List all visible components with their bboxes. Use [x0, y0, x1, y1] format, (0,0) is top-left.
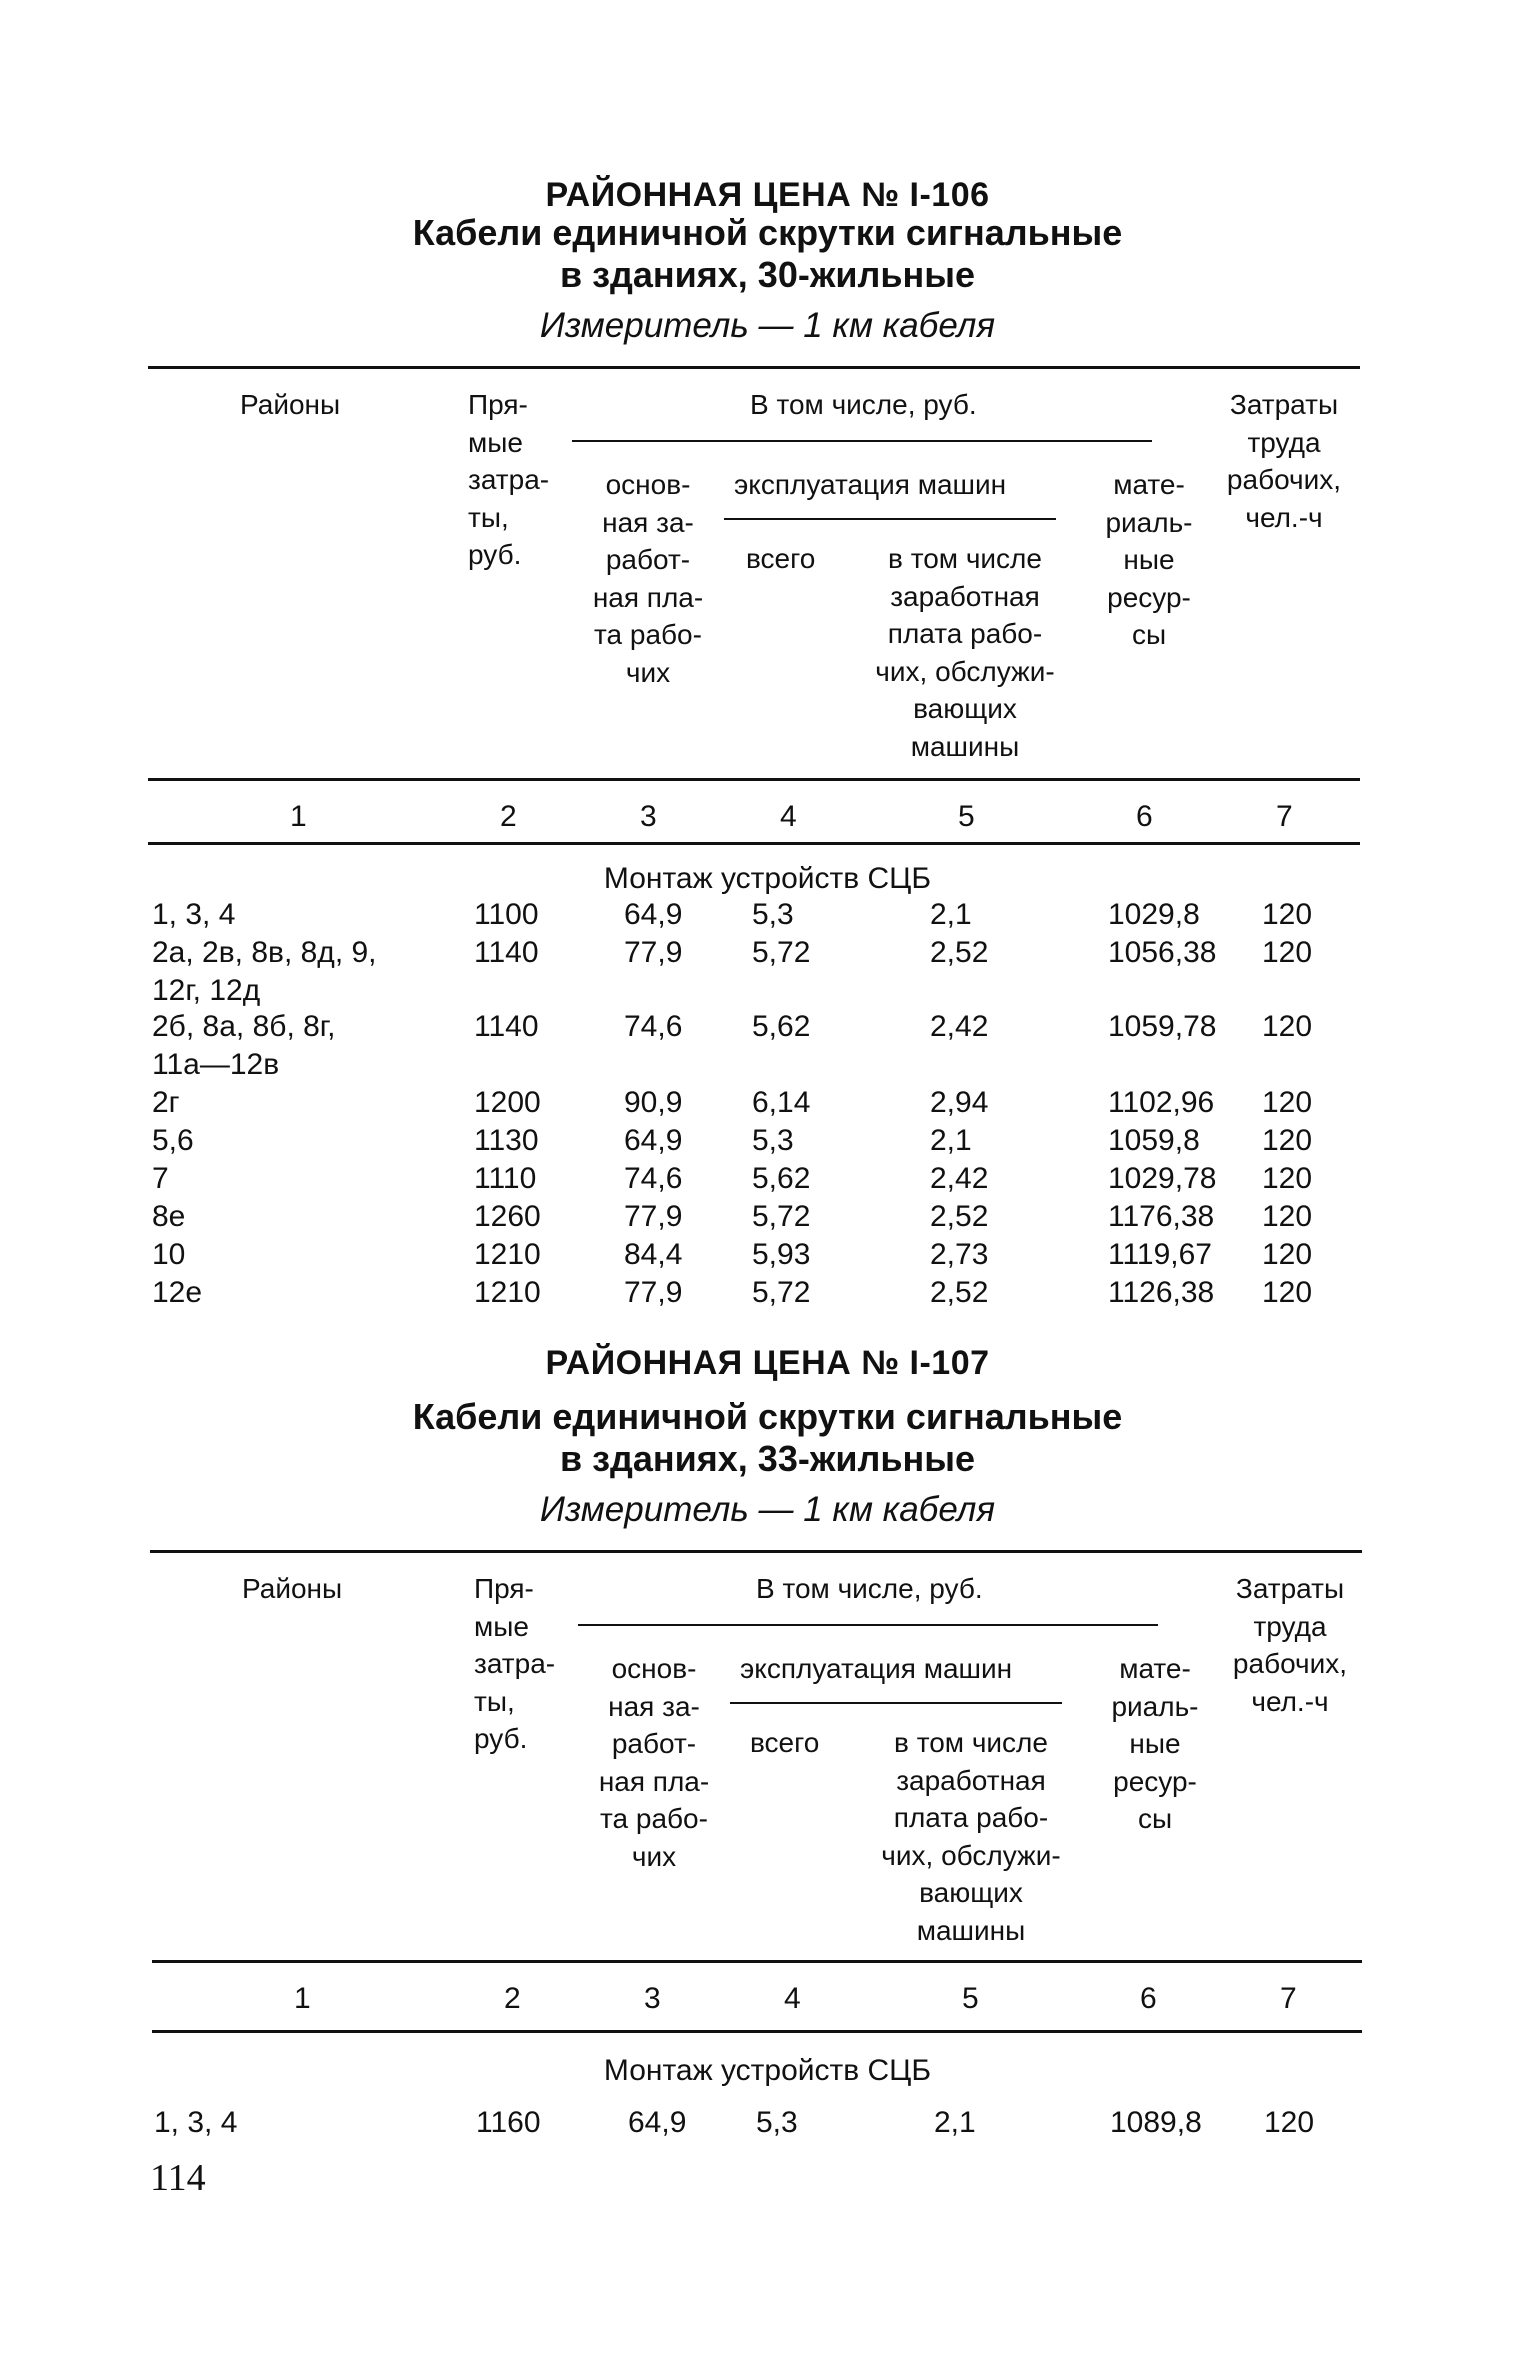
cell-materials: 1102,96	[1108, 1086, 1215, 1119]
cell-basic-pay: 74,6	[624, 1162, 683, 1195]
cell-basic-pay: 77,9	[624, 1200, 683, 1233]
cell-labor: 120	[1262, 936, 1313, 969]
cell-machines-total: 5,72	[752, 1276, 811, 1309]
col-number: 4	[780, 800, 797, 833]
cell-basic-pay: 64,9	[628, 2106, 687, 2139]
cell-region: 2а, 2в, 8в, 8д, 9,	[152, 936, 377, 969]
header-total: всего	[746, 543, 816, 574]
cell-basic-pay: 64,9	[624, 1124, 683, 1157]
cell-machines-total: 5,62	[752, 1162, 811, 1195]
cell-machine-pay: 2,52	[930, 1200, 989, 1233]
header-labor: Затраты труда рабочих, чел.-ч	[1226, 389, 1342, 533]
table-measure: Измеритель — 1 км кабеля	[539, 306, 996, 345]
table-subtitle: в зданиях, 33-жильные	[559, 1438, 975, 1479]
header-rule	[730, 1702, 1062, 1704]
cell-labor: 120	[1262, 1086, 1313, 1119]
col-number: 5	[962, 1982, 979, 2015]
header-rule	[724, 518, 1056, 520]
cell-machines-total: 5,72	[752, 936, 811, 969]
cell-direct: 1210	[474, 1238, 541, 1271]
cell-machine-pay: 2,73	[930, 1238, 989, 1271]
table-subtitle: в зданиях, 30-жильные	[559, 254, 975, 295]
cell-direct: 1210	[474, 1276, 541, 1309]
cell-basic-pay: 77,9	[624, 1276, 683, 1309]
header-regions: Районы	[240, 389, 341, 420]
cell-labor: 120	[1262, 898, 1313, 931]
section-title: Монтаж устройств СЦБ	[603, 862, 932, 895]
cell-region: 8е	[152, 1200, 186, 1233]
table-title: РАЙОННАЯ ЦЕНА № І-106	[545, 176, 990, 214]
cell-machine-pay: 2,52	[930, 1276, 989, 1309]
header-regions: Районы	[242, 1573, 343, 1604]
cell-labor: 120	[1262, 1162, 1313, 1195]
table-subtitle: Кабели единичной скрутки сигнальные	[412, 212, 1123, 253]
cell-machines-total: 5,93	[752, 1238, 811, 1271]
header-direct-costs: Пря- мые затра- ты, руб.	[474, 1573, 556, 1754]
header-bottom-rule	[148, 778, 1360, 781]
cell-direct: 1140	[474, 936, 539, 969]
cell-materials: 1176,38	[1108, 1200, 1215, 1233]
col-number: 2	[500, 800, 517, 833]
cell-machine-pay: 2,42	[930, 1010, 989, 1043]
header-including: В том числе, руб.	[756, 1573, 983, 1604]
cell-labor: 120	[1264, 2106, 1315, 2139]
cell-region: 1, 3, 4	[152, 898, 236, 931]
cell-machines-total: 5,3	[756, 2106, 798, 2139]
header-basic-pay: основ- ная за- работ- ная пла- та рабо- чих	[592, 469, 704, 688]
table-measure: Измеритель — 1 км кабеля	[539, 1490, 996, 1529]
cell-machine-pay: 2,1	[930, 1124, 972, 1157]
cell-region: 10	[152, 1238, 186, 1271]
cell-region-cont: 12г, 12д	[152, 974, 261, 1007]
cell-direct: 1160	[476, 2106, 541, 2139]
cell-machines-total: 6,14	[752, 1086, 811, 1119]
cell-materials: 1059,78	[1108, 1010, 1217, 1043]
col-number: 2	[504, 1982, 521, 2015]
cell-direct: 1100	[474, 898, 539, 931]
cell-machines-total: 5,72	[752, 1200, 811, 1233]
cell-direct: 1200	[474, 1086, 541, 1119]
cell-labor: 120	[1262, 1200, 1313, 1233]
header-machines: эксплуатация машин	[740, 1653, 1013, 1684]
col-number: 3	[644, 1982, 661, 2015]
table-title: РАЙОННАЯ ЦЕНА № І-107	[545, 1344, 990, 1382]
cell-region: 12е	[152, 1276, 203, 1309]
header-machine-pay: в том числе заработная плата рабо- чих, обслужи- вающих машины	[875, 543, 1055, 762]
cell-materials: 1029,78	[1108, 1162, 1217, 1195]
col-number: 1	[294, 1982, 311, 2015]
cell-labor: 120	[1262, 1238, 1313, 1271]
header-total: всего	[750, 1727, 820, 1758]
col-number: 1	[290, 800, 307, 833]
cell-materials: 1059,8	[1108, 1124, 1200, 1157]
cell-basic-pay: 77,9	[624, 936, 683, 969]
header-direct-costs: Пря- мые затра- ты, руб.	[468, 389, 550, 570]
header-rule	[572, 440, 1152, 442]
section-title: Монтаж устройств СЦБ	[603, 2054, 932, 2087]
cell-region-cont: 11а—12в	[152, 1048, 280, 1081]
cell-machine-pay: 2,94	[930, 1086, 989, 1119]
cell-labor: 120	[1262, 1010, 1313, 1043]
cell-direct: 1260	[474, 1200, 541, 1233]
col-number: 5	[958, 800, 975, 833]
cell-materials: 1126,38	[1108, 1276, 1215, 1309]
cell-machine-pay: 2,42	[930, 1162, 989, 1195]
cell-machines-total: 5,62	[752, 1010, 811, 1043]
cell-region: 2б, 8а, 8б, 8г,	[152, 1010, 336, 1043]
cell-machine-pay: 2,52	[930, 936, 989, 969]
cell-basic-pay: 74,6	[624, 1010, 683, 1043]
cell-materials: 1089,8	[1110, 2106, 1202, 2139]
header-basic-pay: основ- ная за- работ- ная пла- та рабо- чих	[598, 1653, 710, 1872]
table-top-rule	[148, 366, 1360, 369]
header-bottom-rule	[152, 1960, 1362, 1963]
header-labor: Затраты труда рабочих, чел.-ч	[1232, 1573, 1348, 1717]
cell-materials: 1029,8	[1108, 898, 1200, 931]
cell-direct: 1140	[474, 1010, 539, 1043]
page-number: 114	[150, 2157, 206, 2199]
header-rule	[578, 1624, 1158, 1626]
cell-direct: 1130	[474, 1124, 539, 1157]
cell-machines-total: 5,3	[752, 898, 794, 931]
numbers-rule	[148, 842, 1360, 845]
cell-machines-total: 5,3	[752, 1124, 794, 1157]
cell-machine-pay: 2,1	[934, 2106, 976, 2139]
table-subtitle: Кабели единичной скрутки сигнальные	[412, 1396, 1123, 1437]
cell-region: 1, 3, 4	[154, 2106, 238, 2139]
cell-materials: 1119,67	[1108, 1238, 1212, 1271]
cell-labor: 120	[1262, 1124, 1313, 1157]
cell-direct: 1110	[474, 1162, 537, 1195]
header-machines: эксплуатация машин	[734, 469, 1007, 500]
col-number: 6	[1140, 1982, 1157, 2015]
cell-labor: 120	[1262, 1276, 1313, 1309]
header-materials: мате- риаль- ные ресур- сы	[1105, 469, 1193, 650]
header-machine-pay: в том числе заработная плата рабо- чих, обслужи- вающих машины	[881, 1727, 1061, 1946]
header-materials: мате- риаль- ные ресур- сы	[1111, 1653, 1199, 1834]
col-number: 4	[784, 1982, 801, 2015]
col-number: 3	[640, 800, 657, 833]
cell-basic-pay: 64,9	[624, 898, 683, 931]
cell-materials: 1056,38	[1108, 936, 1217, 969]
cell-basic-pay: 84,4	[624, 1238, 683, 1271]
col-number: 6	[1136, 800, 1153, 833]
cell-region: 5,6	[152, 1124, 194, 1157]
cell-region: 7	[152, 1162, 169, 1195]
numbers-rule	[152, 2030, 1362, 2033]
table-top-rule	[150, 1550, 1362, 1553]
cell-region: 2г	[152, 1086, 180, 1119]
header-including: В том числе, руб.	[750, 389, 977, 420]
cell-machine-pay: 2,1	[930, 898, 972, 931]
col-number: 7	[1276, 800, 1293, 833]
cell-basic-pay: 90,9	[624, 1086, 683, 1119]
col-number: 7	[1280, 1982, 1297, 2015]
